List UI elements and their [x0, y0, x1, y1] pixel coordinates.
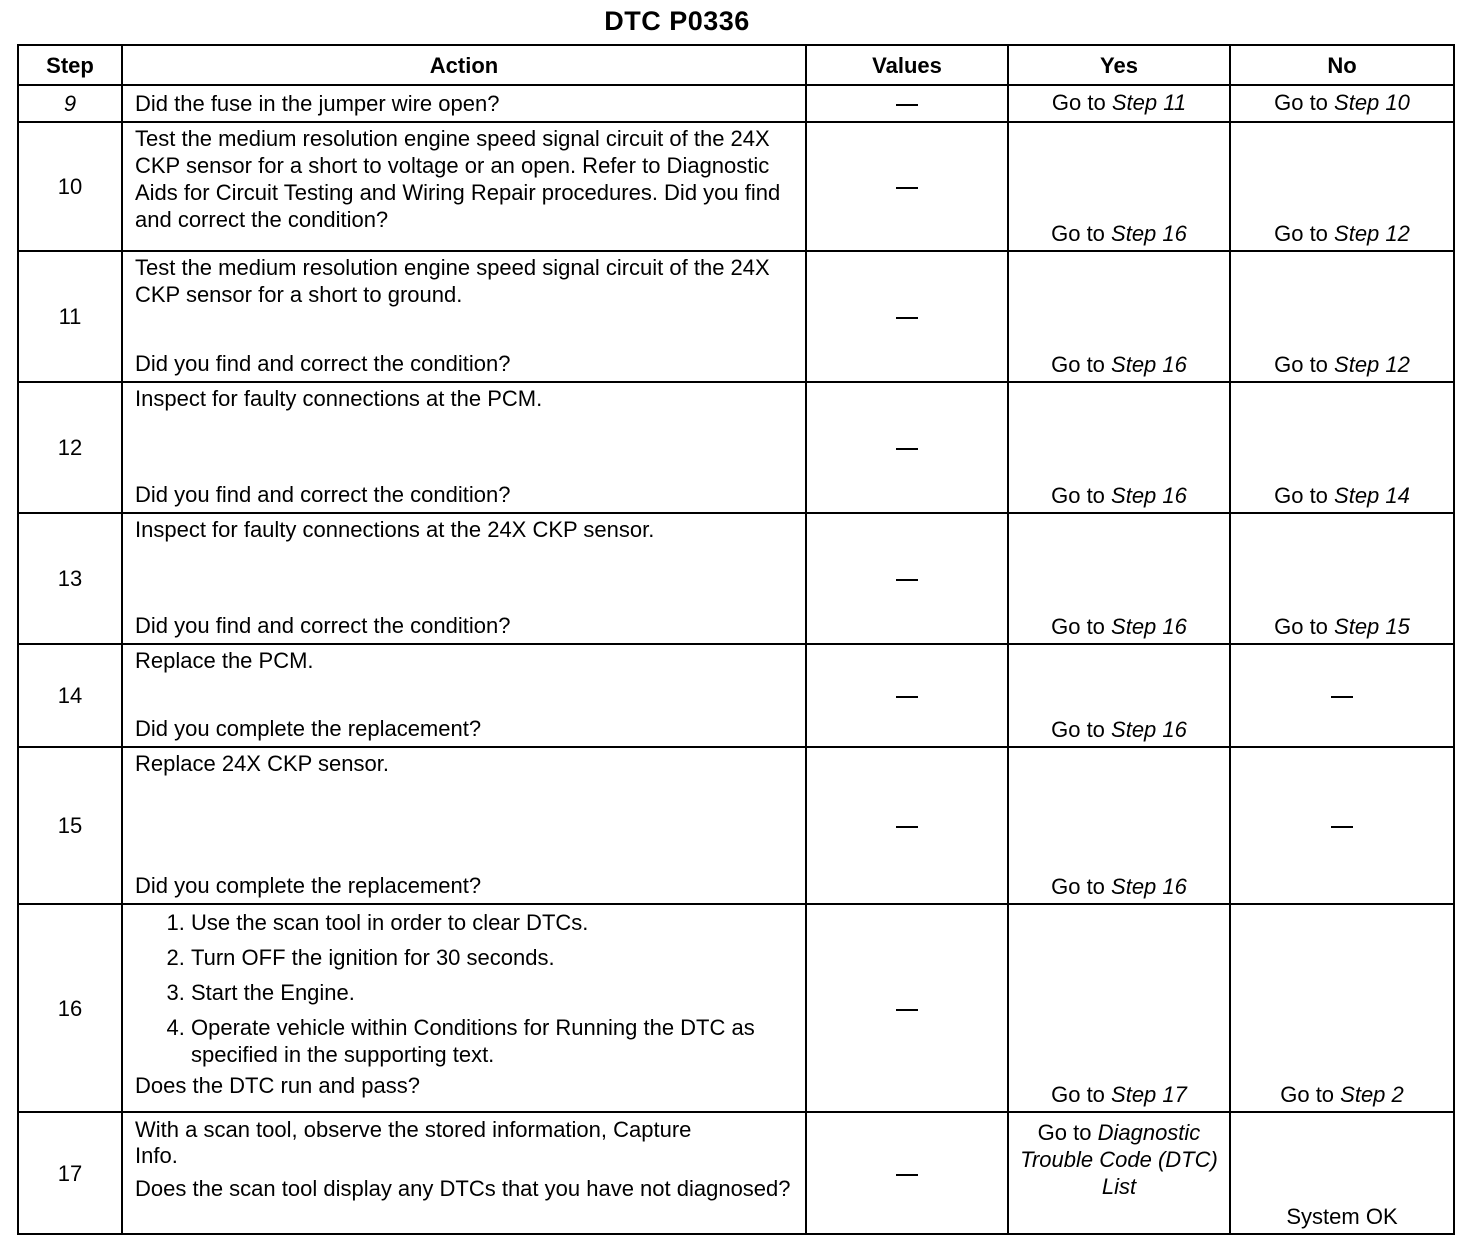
yes-cell: Go to Step 16: [1008, 513, 1230, 644]
no-cell: [1230, 644, 1454, 747]
action-text: Inspect for faulty connections at the 24X CKP sensor.: [135, 517, 655, 542]
step-number: 16: [18, 904, 122, 1112]
table-row: [18, 251, 1454, 382]
step-number: 17: [18, 1112, 122, 1234]
no-cell: Go to Step 14: [1230, 382, 1454, 513]
values-cell: [806, 747, 1008, 904]
header-no: No: [1230, 45, 1454, 85]
values-cell: [806, 251, 1008, 382]
no-cell: [1230, 747, 1454, 904]
values-cell: [806, 382, 1008, 513]
yes-cell: Go to Step 16: [1008, 122, 1230, 251]
step-link[interactable]: Step 14: [1334, 483, 1410, 508]
no-cell: Go to Step 12: [1230, 251, 1454, 382]
step-link[interactable]: Step 10: [1334, 89, 1410, 115]
step-link[interactable]: Step 16: [1111, 717, 1187, 742]
header-yes: Yes: [1008, 45, 1230, 85]
action-text: With a scan tool, observe the stored information, Capture Info.: [135, 1117, 692, 1168]
action-question: Did you find and correct the condition?: [135, 613, 511, 638]
action-text: Inspect for faulty connections at the PCM.: [135, 386, 543, 411]
table-row: [18, 85, 1454, 122]
em-dash: [1331, 696, 1353, 698]
table-row: [18, 904, 1454, 1112]
action-cell: [122, 644, 806, 747]
table-row: [18, 747, 1454, 904]
values-cell: [806, 85, 1008, 122]
list-item: 3. Start the Engine.: [191, 979, 795, 1006]
header-values: Values: [806, 45, 1008, 85]
step-number: 13: [18, 513, 122, 644]
table-row: [18, 644, 1454, 747]
yes-cell: Go to Step 16: [1008, 382, 1230, 513]
action-question: Does the scan tool display any DTCs that you have not diagnosed?: [135, 1176, 791, 1201]
step-link[interactable]: Step 11: [1111, 89, 1187, 115]
no-cell: Go to Step 10: [1230, 85, 1454, 122]
table-row: [18, 122, 1454, 251]
action-cell: [122, 1112, 806, 1234]
action-question: Does the DTC run and pass?: [135, 1073, 420, 1098]
yes-cell: Go to Step 16: [1008, 747, 1230, 904]
system-ok-text: System OK: [1286, 1204, 1398, 1229]
page-title: DTC P0336: [604, 6, 750, 36]
action-cell: [122, 85, 806, 122]
no-cell: [1230, 1112, 1454, 1234]
step-link[interactable]: Step 17: [1111, 1082, 1187, 1107]
list-item: 4. Operate vehicle within Conditions for Running the DTC as specified in the supporting text.: [191, 1014, 795, 1068]
action-cell: [122, 251, 806, 382]
action-question: Did you find and correct the condition?: [135, 482, 511, 507]
no-cell: Go to Step 2: [1230, 904, 1454, 1112]
step-link[interactable]: Step 16: [1111, 874, 1187, 899]
no-cell: Go to Step 12: [1230, 122, 1454, 251]
em-dash: [896, 448, 918, 450]
step-link[interactable]: Step 16: [1111, 221, 1187, 246]
em-dash: [896, 317, 918, 319]
action-question: Did you complete the replacement?: [135, 873, 482, 898]
step-number: 11: [18, 251, 122, 382]
diagnostic-table: [17, 44, 1455, 1235]
step-number: 15: [18, 747, 122, 904]
action-text: Replace the PCM.: [135, 648, 314, 673]
step-number: 10: [18, 122, 122, 251]
table-row: [18, 1112, 1454, 1234]
em-dash: [896, 826, 918, 828]
header-action: Action: [122, 45, 806, 85]
step-link[interactable]: Step 16: [1111, 352, 1187, 377]
step-link[interactable]: Step 15: [1334, 614, 1410, 639]
em-dash: [896, 696, 918, 698]
action-cell: [122, 747, 806, 904]
yes-cell: Go to Step 16: [1008, 251, 1230, 382]
action-text: Replace 24X CKP sensor.: [135, 751, 389, 776]
list-item: 2. Turn OFF the ignition for 30 seconds.: [191, 944, 795, 971]
no-cell: Go to Step 15: [1230, 513, 1454, 644]
values-cell: [806, 513, 1008, 644]
step-link[interactable]: Step 16: [1111, 483, 1187, 508]
action-cell: [122, 122, 806, 251]
step-number: 14: [18, 644, 122, 747]
step-link[interactable]: Step 12: [1334, 352, 1410, 377]
em-dash: [896, 104, 918, 106]
step-link[interactable]: Step 12: [1334, 221, 1410, 246]
action-cell: [122, 904, 806, 1112]
procedure-list: [135, 909, 795, 1068]
yes-cell: Go to Step 17: [1008, 904, 1230, 1112]
yes-cell: Go to Step 11: [1008, 85, 1230, 122]
step-link[interactable]: Step 16: [1111, 614, 1187, 639]
values-cell: [806, 122, 1008, 251]
action-text: Test the medium resolution engine speed signal circuit of the 24X CKP sensor for a short to voltage or an open. Refer to Diagnostic Aids for Circuit Testing and Wiring Repair procedures. Did you find and correct the condition?: [135, 126, 781, 232]
step-number: 9: [18, 85, 122, 122]
action-text: Test the medium resolution engine speed signal circuit of the 24X CKP sensor for a short to ground.: [135, 255, 770, 307]
em-dash: [1331, 826, 1353, 828]
em-dash: [896, 187, 918, 189]
action-cell: [122, 513, 806, 644]
yes-cell: Go to Diagnostic Trouble Code (DTC) List: [1008, 1112, 1230, 1234]
table-row: [18, 513, 1454, 644]
values-cell: [806, 1112, 1008, 1234]
header-row: [18, 45, 1454, 85]
dtc-list-link[interactable]: Diagnostic Trouble Code (DTC) List: [1020, 1120, 1218, 1199]
em-dash: [896, 1009, 918, 1011]
yes-cell: Go to Step 16: [1008, 644, 1230, 747]
em-dash: [896, 579, 918, 581]
action-text: Did the fuse in the jumper wire open?: [135, 91, 500, 116]
step-number: 12: [18, 382, 122, 513]
table-row: [18, 382, 1454, 513]
list-item: 1. Use the scan tool in order to clear DTCs.: [191, 909, 795, 936]
values-cell: [806, 644, 1008, 747]
values-cell: [806, 904, 1008, 1112]
step-link[interactable]: Step 2: [1340, 1082, 1404, 1107]
em-dash: [896, 1174, 918, 1176]
action-cell: [122, 382, 806, 513]
action-question: Did you find and correct the condition?: [135, 351, 511, 376]
header-step: Step: [18, 45, 122, 85]
action-question: Did you complete the replacement?: [135, 716, 482, 741]
